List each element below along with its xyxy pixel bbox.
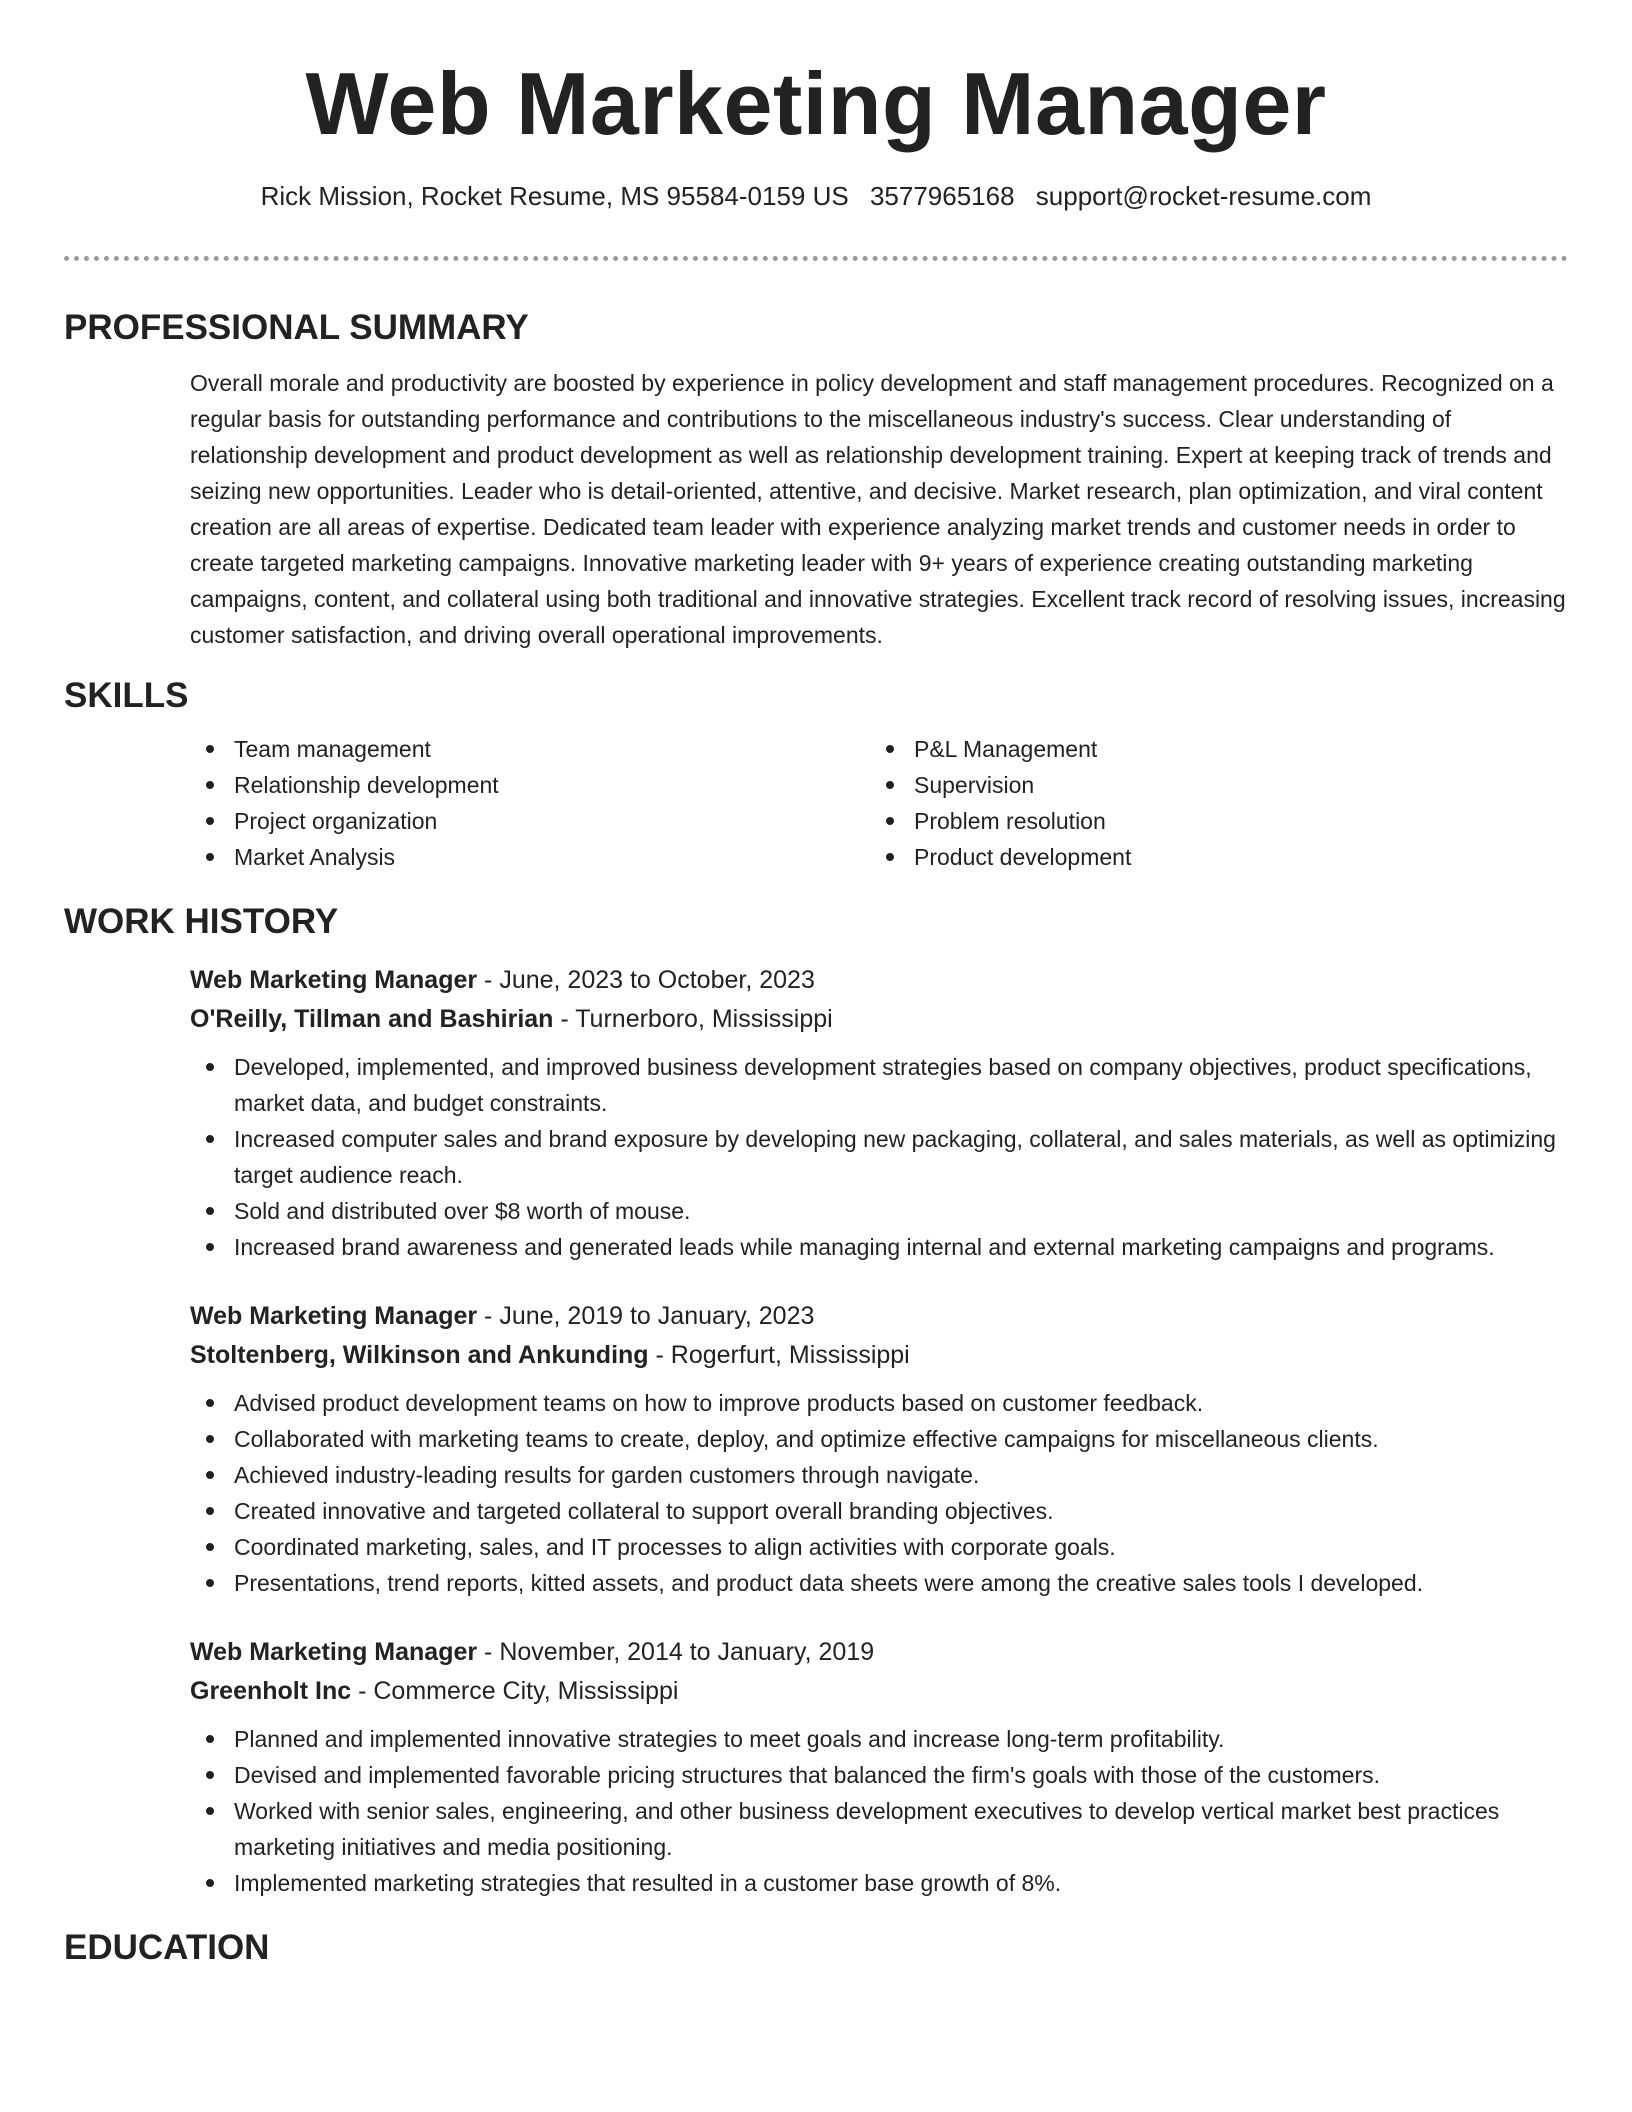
skill-item: Problem resolution xyxy=(870,803,1550,839)
job-location: - Rogerfurt, Mississippi xyxy=(648,1341,910,1369)
contact-line xyxy=(64,180,1568,212)
job-bullet: Sold and distributed over $8 worth of mouse. xyxy=(190,1193,1568,1229)
job-bullet: Presentations, trend reports, kitted assets, and product data sheets were among the creative sales tools I developed. xyxy=(190,1565,1568,1601)
skills-column-left xyxy=(190,731,870,875)
skill-item: Supervision xyxy=(870,767,1550,803)
contact-email: support@rocket-resume.com xyxy=(1035,181,1372,211)
job-bullet: Devised and implemented favorable pricing structures that balanced the firm's goals with those of the customers. xyxy=(190,1757,1568,1793)
skills-heading: SKILLS xyxy=(64,676,189,715)
job-bullets xyxy=(190,1385,1568,1601)
job-dates: - June, 2023 to October, 2023 xyxy=(477,966,815,994)
job-bullet: Achieved industry-leading results for garden customers through navigate. xyxy=(190,1457,1568,1493)
job-location: - Commerce City, Mississippi xyxy=(351,1677,679,1705)
job-bullet: Increased computer sales and brand exposure by developing new packaging, collateral, and sales materials, as well as optimizing target audience reach. xyxy=(190,1121,1568,1193)
job-bullet: Created innovative and targeted collateral to support overall branding objectives. xyxy=(190,1493,1568,1529)
job-bullet: Collaborated with marketing teams to create, deploy, and optimize effective campaigns for miscellaneous clients. xyxy=(190,1421,1568,1457)
resume-page xyxy=(64,0,1568,1969)
skill-item: Relationship development xyxy=(190,767,870,803)
summary-heading: PROFESSIONAL SUMMARY xyxy=(64,308,529,347)
job-role-line xyxy=(190,961,1568,1000)
job-bullet: Worked with senior sales, engineering, and other business development executives to develop vertical market best practices marketing initiatives and media positioning. xyxy=(190,1793,1568,1865)
contact-phone: 3577965168 xyxy=(869,181,1015,211)
job-bullet: Developed, implemented, and improved business development strategies based on company objectives, product specifications, market data, and budget constraints. xyxy=(190,1049,1568,1121)
skill-item: Project organization xyxy=(190,803,870,839)
job-bullet: Implemented marketing strategies that resulted in a customer base growth of 8%. xyxy=(190,1865,1568,1901)
skills-list xyxy=(190,731,1568,875)
job-role-line xyxy=(190,1633,1568,1672)
job-bullet: Coordinated marketing, sales, and IT processes to align activities with corporate goals. xyxy=(190,1529,1568,1565)
job-entry xyxy=(190,1297,1568,1601)
skill-item: Product development xyxy=(870,839,1550,875)
job-bullets xyxy=(190,1721,1568,1901)
header-divider xyxy=(64,256,1568,261)
job-entry xyxy=(190,1633,1568,1901)
education-heading: EDUCATION xyxy=(64,1928,270,1967)
job-dates: - June, 2019 to January, 2023 xyxy=(477,1302,815,1330)
job-bullet: Planned and implemented innovative strategies to meet goals and increase long-term profitability. xyxy=(190,1721,1568,1757)
job-company: Greenholt Inc xyxy=(190,1677,352,1705)
work-history-heading: WORK HISTORY xyxy=(64,902,339,941)
job-dates: - November, 2014 to January, 2019 xyxy=(477,1638,875,1666)
contact-address: Rick Mission, Rocket Resume, MS 95584-0159 US xyxy=(260,181,849,211)
job-role: Web Marketing Manager xyxy=(190,966,478,994)
job-role: Web Marketing Manager xyxy=(190,1302,478,1330)
skills-column-right xyxy=(870,731,1550,875)
job-company-line xyxy=(190,1672,1568,1711)
job-bullet: Increased brand awareness and generated leads while managing internal and external marketing campaigns and programs. xyxy=(190,1229,1568,1265)
job-company: Stoltenberg, Wilkinson and Ankunding xyxy=(190,1341,649,1369)
job-location: - Turnerboro, Mississippi xyxy=(553,1005,833,1033)
resume-title: Web Marketing Manager xyxy=(305,54,1327,153)
job-company-line xyxy=(190,1000,1568,1039)
skill-item: Team management xyxy=(190,731,870,767)
job-entry xyxy=(190,961,1568,1265)
skill-item: P&L Management xyxy=(870,731,1550,767)
job-bullet: Advised product development teams on how to improve products based on customer feedback. xyxy=(190,1385,1568,1421)
job-bullets xyxy=(190,1049,1568,1265)
summary-text: Overall morale and productivity are boosted by experience in policy development and staff management procedures. Recognized on a regular basis for outstanding performance and contributions to the miscellaneous industry's success. Clear understanding of relationship development and product development as well as relationship development training. Expert at keeping track of trends and seizing new opportunities. Leader who is detail-oriented, attentive, and decisive. Market research, plan optimization, and viral content creation are all areas of expertise. Dedicated team leader with experience analyzing market trends and customer needs in order to create targeted marketing campaigns. Innovative marketing leader with 9+ years of experience creating outstanding marketing campaigns, content, and collateral using both traditional and innovative strategies. Excellent track record of resolving issues, increasing customer satisfaction, and driving overall operational improvements. xyxy=(190,370,1566,648)
job-role: Web Marketing Manager xyxy=(190,1638,478,1666)
job-company-line xyxy=(190,1336,1568,1375)
job-company: O'Reilly, Tillman and Bashirian xyxy=(190,1005,554,1033)
skill-item: Market Analysis xyxy=(190,839,870,875)
job-role-line xyxy=(190,1297,1568,1336)
